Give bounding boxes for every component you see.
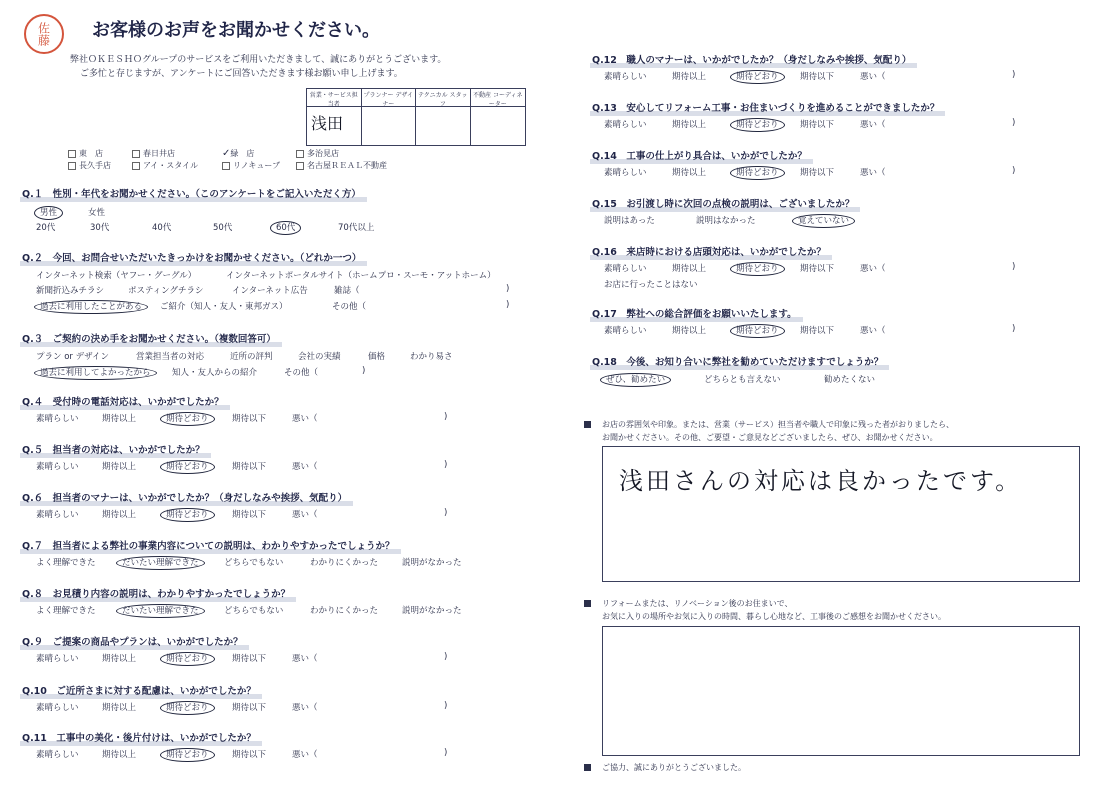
answer-option[interactable]: 説明はあった xyxy=(604,216,655,226)
paren-close: ) xyxy=(444,748,448,758)
staff-header-technical: テクニカル スタッフ xyxy=(416,89,471,107)
paren-close: ) xyxy=(1012,166,1016,176)
staff-value-technical[interactable] xyxy=(416,107,471,145)
answer-option[interactable]: 新聞折込みチラシ xyxy=(36,286,105,296)
rating-option[interactable]: 悪い（ xyxy=(292,703,318,713)
question-q3: Q.３ ご契約の決め手をお聞かせください。（複数回答可） xyxy=(22,331,276,345)
question-q8: Q.８ お見積り内容の説明は、わかりやすかったでしょうか？ xyxy=(22,586,290,600)
question-q10: Q.10 ご近所さまに対する配慮は、いかがでしたか？ xyxy=(22,683,256,697)
answer-option[interactable]: インターネットポータルサイト（ホームプロ・スーモ・アットホーム） xyxy=(226,271,496,281)
understanding-option[interactable]: わかりにくかった xyxy=(310,606,379,616)
store-option[interactable]: 長久手店 xyxy=(68,160,111,171)
comment-answer-1: 浅田さんの対応は良かったです。 xyxy=(619,467,1023,495)
rating-option[interactable]: 素晴らしい xyxy=(36,414,79,424)
rating-option[interactable]: 悪い（ xyxy=(292,750,318,760)
answer-option[interactable]: わかり易さ xyxy=(410,352,453,362)
rating-option[interactable]: 悪い（ xyxy=(860,72,886,82)
store-option[interactable]: アイ・スタイル xyxy=(132,160,198,171)
understanding-option[interactable]: どちらでもない xyxy=(224,558,284,568)
understanding-option[interactable]: 説明がなかった xyxy=(402,558,462,568)
answer-option[interactable]: 60代 xyxy=(276,221,301,233)
rating-option[interactable]: 素晴らしい xyxy=(604,264,647,274)
rating-option[interactable]: 素晴らしい xyxy=(604,120,647,130)
staff-value-sales[interactable]: 浅田 xyxy=(307,107,362,145)
answer-option[interactable]: 女性 xyxy=(88,208,106,218)
comment-prompt-2: リフォームまたは、リノベーション後のお住まいで、 xyxy=(602,599,793,608)
paren-close: ) xyxy=(506,284,510,294)
stamp-text: 佐藤 xyxy=(36,22,51,46)
store-option[interactable]: 春日井店 xyxy=(132,148,175,159)
checkbox-icon xyxy=(296,162,304,170)
question-q16: Q.16 来店時における店頭対応は、いかがでしたか？ xyxy=(592,244,826,258)
answer-option[interactable]: 男性 xyxy=(40,206,63,218)
understanding-option[interactable]: 説明がなかった xyxy=(402,606,462,616)
answer-option[interactable]: 説明はなかった xyxy=(696,216,756,226)
rating-option[interactable]: 素晴らしい xyxy=(36,703,79,713)
rating-option[interactable]: 期待以上 xyxy=(672,264,707,274)
rating-option-selected[interactable]: 期待どおり xyxy=(736,70,785,82)
staff-value-planner[interactable] xyxy=(362,107,417,145)
square-bullet-icon xyxy=(584,600,591,607)
rating-option[interactable]: 素晴らしい xyxy=(604,168,647,178)
staff-table xyxy=(306,88,526,146)
answer-option[interactable]: 40代 xyxy=(152,223,172,233)
rating-option[interactable]: 期待以下 xyxy=(232,414,267,424)
rating-option[interactable]: 期待以上 xyxy=(102,510,137,520)
rating-option[interactable]: 期待以上 xyxy=(102,462,137,472)
answer-option[interactable]: インターネット広告 xyxy=(232,286,308,296)
rating-option-selected[interactable]: 期待どおり xyxy=(166,460,215,472)
rating-option[interactable]: 素晴らしい xyxy=(604,326,647,336)
question-q18: Q.18 今後、お知り合いに弊社を勧めていただけますでしょうか？ xyxy=(592,354,883,368)
intro-line-1: 弊社ＯＫＥＳＨＯグループのサービスをご利用いただきまして、誠にありがとうございます。 xyxy=(70,55,447,65)
understanding-option[interactable]: わかりにくかった xyxy=(310,558,379,568)
answer-option[interactable]: 勧めたくない xyxy=(824,375,876,385)
answer-option[interactable]: 会社の実績 xyxy=(298,352,341,362)
comment-box-2[interactable] xyxy=(602,626,1080,756)
rating-option[interactable]: 悪い（ xyxy=(292,462,318,472)
answer-option[interactable]: 雑誌（ xyxy=(334,286,360,296)
answer-option[interactable]: ポスティングチラシ xyxy=(128,286,204,296)
question-q1: Q.１ 性別・年代をお聞かせください。（このアンケートをご記入いただく方） xyxy=(22,186,361,200)
comment-prompt-2b: お気に入りの場所やお気に入りの時間、暮らし心地など、工事後のご感想をお聞かせください。 xyxy=(602,612,946,621)
store-option[interactable]: 多治見店 xyxy=(296,148,339,159)
checkmark-icon: ✓ xyxy=(222,148,231,159)
rating-option-selected[interactable]: 期待どおり xyxy=(736,118,785,130)
store-option[interactable]: 東 店 xyxy=(68,148,103,159)
rating-option[interactable]: 期待以上 xyxy=(672,326,707,336)
understanding-option[interactable]: どちらでもない xyxy=(224,606,284,616)
question-q6: Q.６ 担当者のマナーは、いかがでしたか？（身だしなみや挨拶、気配り） xyxy=(22,490,347,504)
rating-option-selected[interactable]: 期待どおり xyxy=(736,324,785,336)
answer-option[interactable]: 価格 xyxy=(368,352,386,362)
rating-option-selected[interactable]: 期待どおり xyxy=(736,262,785,274)
checkbox-icon xyxy=(222,162,230,170)
rating-option[interactable]: 期待以上 xyxy=(102,414,137,424)
question-q2: Q.２ 今回、お問合せいただいたきっかけをお聞かせください。（どれか一つ） xyxy=(22,250,361,264)
question-q4: Q.４ 受付時の電話対応は、いかがでしたか？ xyxy=(22,394,224,408)
answer-option[interactable]: プラン or デザイン xyxy=(36,352,110,362)
rating-option[interactable]: 期待以上 xyxy=(102,703,137,713)
staff-header-planner: プランナー デザイナー xyxy=(362,89,417,107)
question-q13: Q.13 安心してリフォーム工事・お住まいづくりを進めることができましたか？ xyxy=(592,100,939,114)
comment-box-1[interactable] xyxy=(602,446,1080,582)
rating-option[interactable]: 素晴らしい xyxy=(36,462,79,472)
question-q7: Q.７ 担当者による弊社の事業内容についての説明は、わかりやすかったでしょうか？ xyxy=(22,538,395,552)
answer-option[interactable]: お店に行ったことはない xyxy=(604,280,698,290)
answer-option[interactable]: 50代 xyxy=(213,223,233,233)
answer-option[interactable]: 過去に利用したことがある xyxy=(40,300,148,312)
answer-option[interactable]: どちらとも言えない xyxy=(704,375,781,385)
staff-header-realestate: 不動産 コーディネーター xyxy=(471,89,526,107)
paren-close: ) xyxy=(1012,262,1016,272)
paren-close: ) xyxy=(444,460,448,470)
rating-option[interactable]: 期待以下 xyxy=(232,654,267,664)
rating-option[interactable]: 期待以上 xyxy=(102,654,137,664)
understanding-option[interactable]: よく理解できた xyxy=(36,606,96,616)
answer-option-selected[interactable]: 覚えていない xyxy=(798,214,855,226)
paren-close: ) xyxy=(444,412,448,422)
closing-message: ご協力、誠にありがとうございました。 xyxy=(602,763,746,772)
intro-line-2: ご多忙と存じますが、アンケートにご回答いただきます様お願い申し上げます。 xyxy=(80,69,403,79)
answer-option[interactable]: 営業担当者の対応 xyxy=(136,352,205,362)
rating-option-selected[interactable]: 期待どおり xyxy=(166,701,215,713)
understanding-option[interactable]: よく理解できた xyxy=(36,558,96,568)
rating-option[interactable]: 悪い（ xyxy=(292,654,318,664)
understanding-option-selected[interactable]: だいたい理解できた xyxy=(122,556,205,568)
rating-option-selected[interactable]: 期待どおり xyxy=(166,652,215,664)
answer-option[interactable]: その他（ xyxy=(284,368,319,378)
rating-option[interactable]: 悪い（ xyxy=(292,510,318,520)
checkbox-icon xyxy=(296,150,304,158)
question-q15: Q.15 お引渡し時に次回の点検の説明は、ございましたか？ xyxy=(592,196,854,210)
answer-option[interactable]: ご紹介（知人・友人・東邦ガス） xyxy=(160,302,288,312)
rating-option[interactable]: 期待以下 xyxy=(232,462,267,472)
rating-option-selected[interactable]: 期待どおり xyxy=(166,508,215,520)
rating-option[interactable]: 期待以上 xyxy=(102,750,137,760)
store-option[interactable]: 名古屋ＲＥＡＬ不動産 xyxy=(296,160,387,171)
answer-option-selected[interactable]: ぜひ、勧めたい xyxy=(606,373,671,385)
paren-close: ) xyxy=(444,652,448,662)
rating-option[interactable]: 期待以下 xyxy=(800,168,835,178)
question-q11: Q.11 工事中の美化・後片付けは、いかがでしたか？ xyxy=(22,730,256,744)
store-option[interactable]: リノキューブ xyxy=(222,160,280,171)
rating-option[interactable]: 期待以下 xyxy=(232,750,267,760)
paren-close: ) xyxy=(506,300,510,310)
rating-option[interactable]: 悪い（ xyxy=(860,326,886,336)
checkbox-icon xyxy=(132,150,140,158)
store-option-checked[interactable]: ✓緑 店 xyxy=(222,148,255,159)
paren-close: ) xyxy=(1012,70,1016,80)
staff-header-sales: 営業・サービス担当者 xyxy=(307,89,362,107)
rating-option[interactable]: 素晴らしい xyxy=(604,72,647,82)
question-q5: Q.５ 担当者の対応は、いかがでしたか？ xyxy=(22,442,205,456)
rating-option[interactable]: 素晴らしい xyxy=(36,654,79,664)
checkbox-icon xyxy=(68,150,76,158)
answer-option[interactable]: 過去に利用してよかったから xyxy=(40,366,157,378)
question-q12: Q.12 職人のマナーは、いかがでしたか？（身だしなみや挨拶、気配り） xyxy=(592,52,911,66)
page-title: お客様のお声をお聞かせください。 xyxy=(92,20,380,41)
rating-option[interactable]: 期待以上 xyxy=(672,72,707,82)
answer-option[interactable]: 70代以上 xyxy=(338,223,375,233)
square-bullet-icon xyxy=(584,764,591,771)
square-bullet-icon xyxy=(584,421,591,428)
rating-option[interactable]: 素晴らしい xyxy=(36,510,79,520)
rating-option[interactable]: 悪い（ xyxy=(860,168,886,178)
question-q14: Q.14 工事の仕上がり具合は、いかがでしたか？ xyxy=(592,148,807,162)
question-q9: Q.９ ご提案の商品やプランは、いかがでしたか？ xyxy=(22,634,243,648)
rating-option[interactable]: 素晴らしい xyxy=(36,750,79,760)
rating-option-selected[interactable]: 期待どおり xyxy=(166,748,215,760)
question-q17: Q.17 弊社への総合評価をお願いいたします。 xyxy=(592,306,797,320)
rating-option-selected[interactable]: 期待どおり xyxy=(166,412,215,424)
answer-option[interactable]: 30代 xyxy=(90,223,110,233)
checkbox-icon xyxy=(132,162,140,170)
staff-value-realestate[interactable] xyxy=(471,107,526,145)
understanding-option-selected[interactable]: だいたい理解できた xyxy=(122,604,205,616)
answer-option[interactable]: 近所の評判 xyxy=(230,352,273,362)
rating-option[interactable]: 悪い（ xyxy=(292,414,318,424)
paren-close: ) xyxy=(1012,324,1016,334)
rating-option[interactable]: 期待以下 xyxy=(800,326,835,336)
hanko-stamp xyxy=(24,14,64,54)
rating-option-selected[interactable]: 期待どおり xyxy=(736,166,785,178)
rating-option[interactable]: 悪い（ xyxy=(860,120,886,130)
paren-close: ) xyxy=(444,508,448,518)
paren-close: ) xyxy=(1012,118,1016,128)
rating-option[interactable]: 期待以下 xyxy=(232,703,267,713)
rating-option[interactable]: 期待以下 xyxy=(800,72,835,82)
comment-prompt-1: お店の雰囲気や印象。または、営業（サービス）担当者や職人で印象に残った者がおりましたら、 xyxy=(602,420,954,429)
paren-close: ) xyxy=(444,701,448,711)
answer-option[interactable]: 20代 xyxy=(36,223,56,233)
rating-option[interactable]: 悪い（ xyxy=(860,264,886,274)
rating-option[interactable]: 期待以下 xyxy=(800,120,835,130)
comment-prompt-1b: お聞かせください。その他、ご要望・ご意見などございましたら、ぜひ、お聞かせください。 xyxy=(602,433,938,442)
paren-close: ) xyxy=(362,366,366,376)
answer-option[interactable]: その他（ xyxy=(332,302,367,312)
rating-option[interactable]: 期待以上 xyxy=(672,168,707,178)
rating-option[interactable]: 期待以上 xyxy=(672,120,707,130)
rating-option[interactable]: 期待以下 xyxy=(800,264,835,274)
answer-option[interactable]: 知人・友人からの紹介 xyxy=(172,368,258,378)
answer-option[interactable]: インターネット検索（ヤフー・グーグル） xyxy=(36,271,197,281)
rating-option[interactable]: 期待以下 xyxy=(232,510,267,520)
checkbox-icon xyxy=(68,162,76,170)
